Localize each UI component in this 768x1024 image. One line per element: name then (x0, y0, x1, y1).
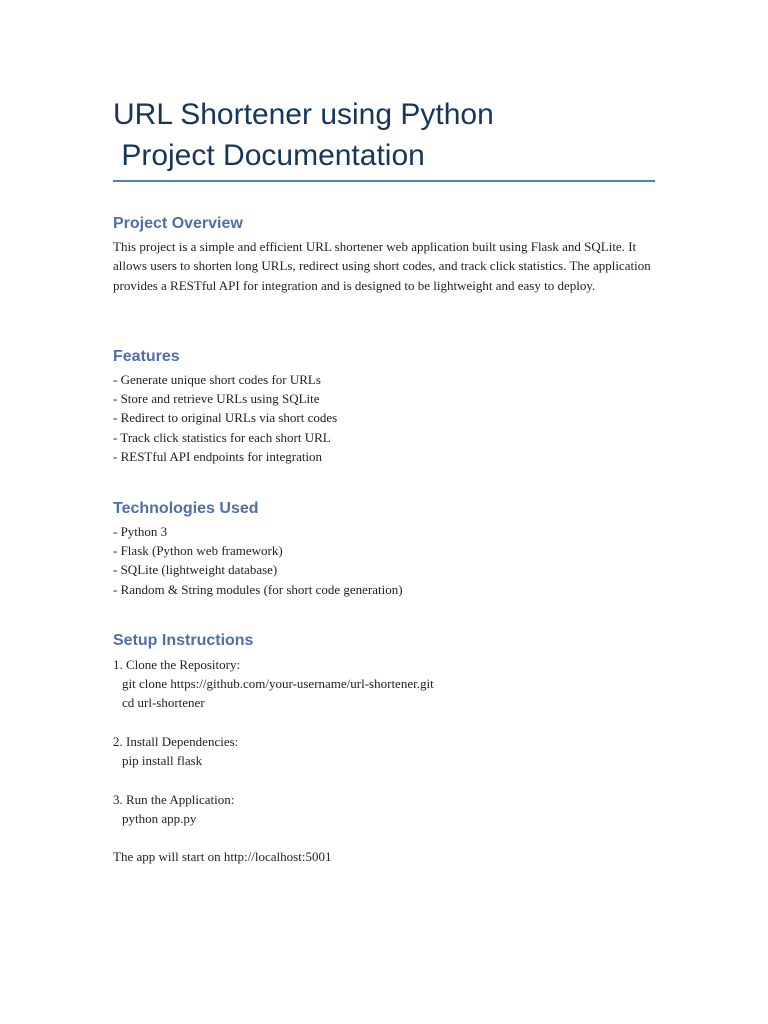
step-label: 1. Clone the Repository: (113, 657, 241, 672)
title-line-2: Project Documentation (113, 139, 425, 172)
list-item: - Redirect to original URLs via short codes (113, 410, 338, 426)
list-item: - SQLite (lightweight database) (113, 562, 278, 578)
overview-heading: Project Overview (113, 215, 243, 232)
step-label: 3. Run the Application: (113, 792, 235, 807)
step-command: cd url-shortener (122, 695, 205, 711)
setup-heading: Setup Instructions (113, 632, 254, 649)
features-heading: Features (113, 348, 180, 365)
setup-step-install (113, 732, 238, 770)
technologies-list (113, 522, 403, 599)
list-item: - Random & String modules (for short code generation) (113, 581, 403, 597)
step-label: 2. Install Dependencies: (113, 734, 239, 749)
overview-paragraph: This project is a simple and efficient URL shortener web application built using Flask and SQLite. It allows users to shorten long URLs, redirect using short codes, and track click statistics. The application provides a RESTful API for integration and is designed to be lightweight and easy to deploy. (113, 239, 651, 293)
list-item: - Store and retrieve URLs using SQLite (113, 391, 320, 407)
title-line-1: URL Shortener using Python (113, 98, 494, 131)
setup-closing-note: The app will start on http://localhost:5001 (113, 849, 332, 864)
setup-step-clone (113, 655, 434, 713)
list-item: - Track click statistics for each short URL (113, 429, 331, 445)
technologies-heading: Technologies Used (113, 500, 259, 517)
step-command: git clone https://github.com/your-username/url-shortener.git (122, 676, 434, 692)
setup-step-run (113, 790, 234, 828)
list-item: - Generate unique short codes for URLs (113, 372, 321, 387)
features-list (113, 370, 337, 466)
list-item: - Flask (Python web framework) (113, 543, 283, 559)
document-title (113, 94, 653, 176)
list-item: - Python 3 (113, 524, 168, 539)
title-divider (113, 180, 655, 182)
list-item: - RESTful API endpoints for integration (113, 448, 323, 464)
step-command: pip install flask (122, 753, 203, 769)
step-command: python app.py (122, 811, 197, 827)
